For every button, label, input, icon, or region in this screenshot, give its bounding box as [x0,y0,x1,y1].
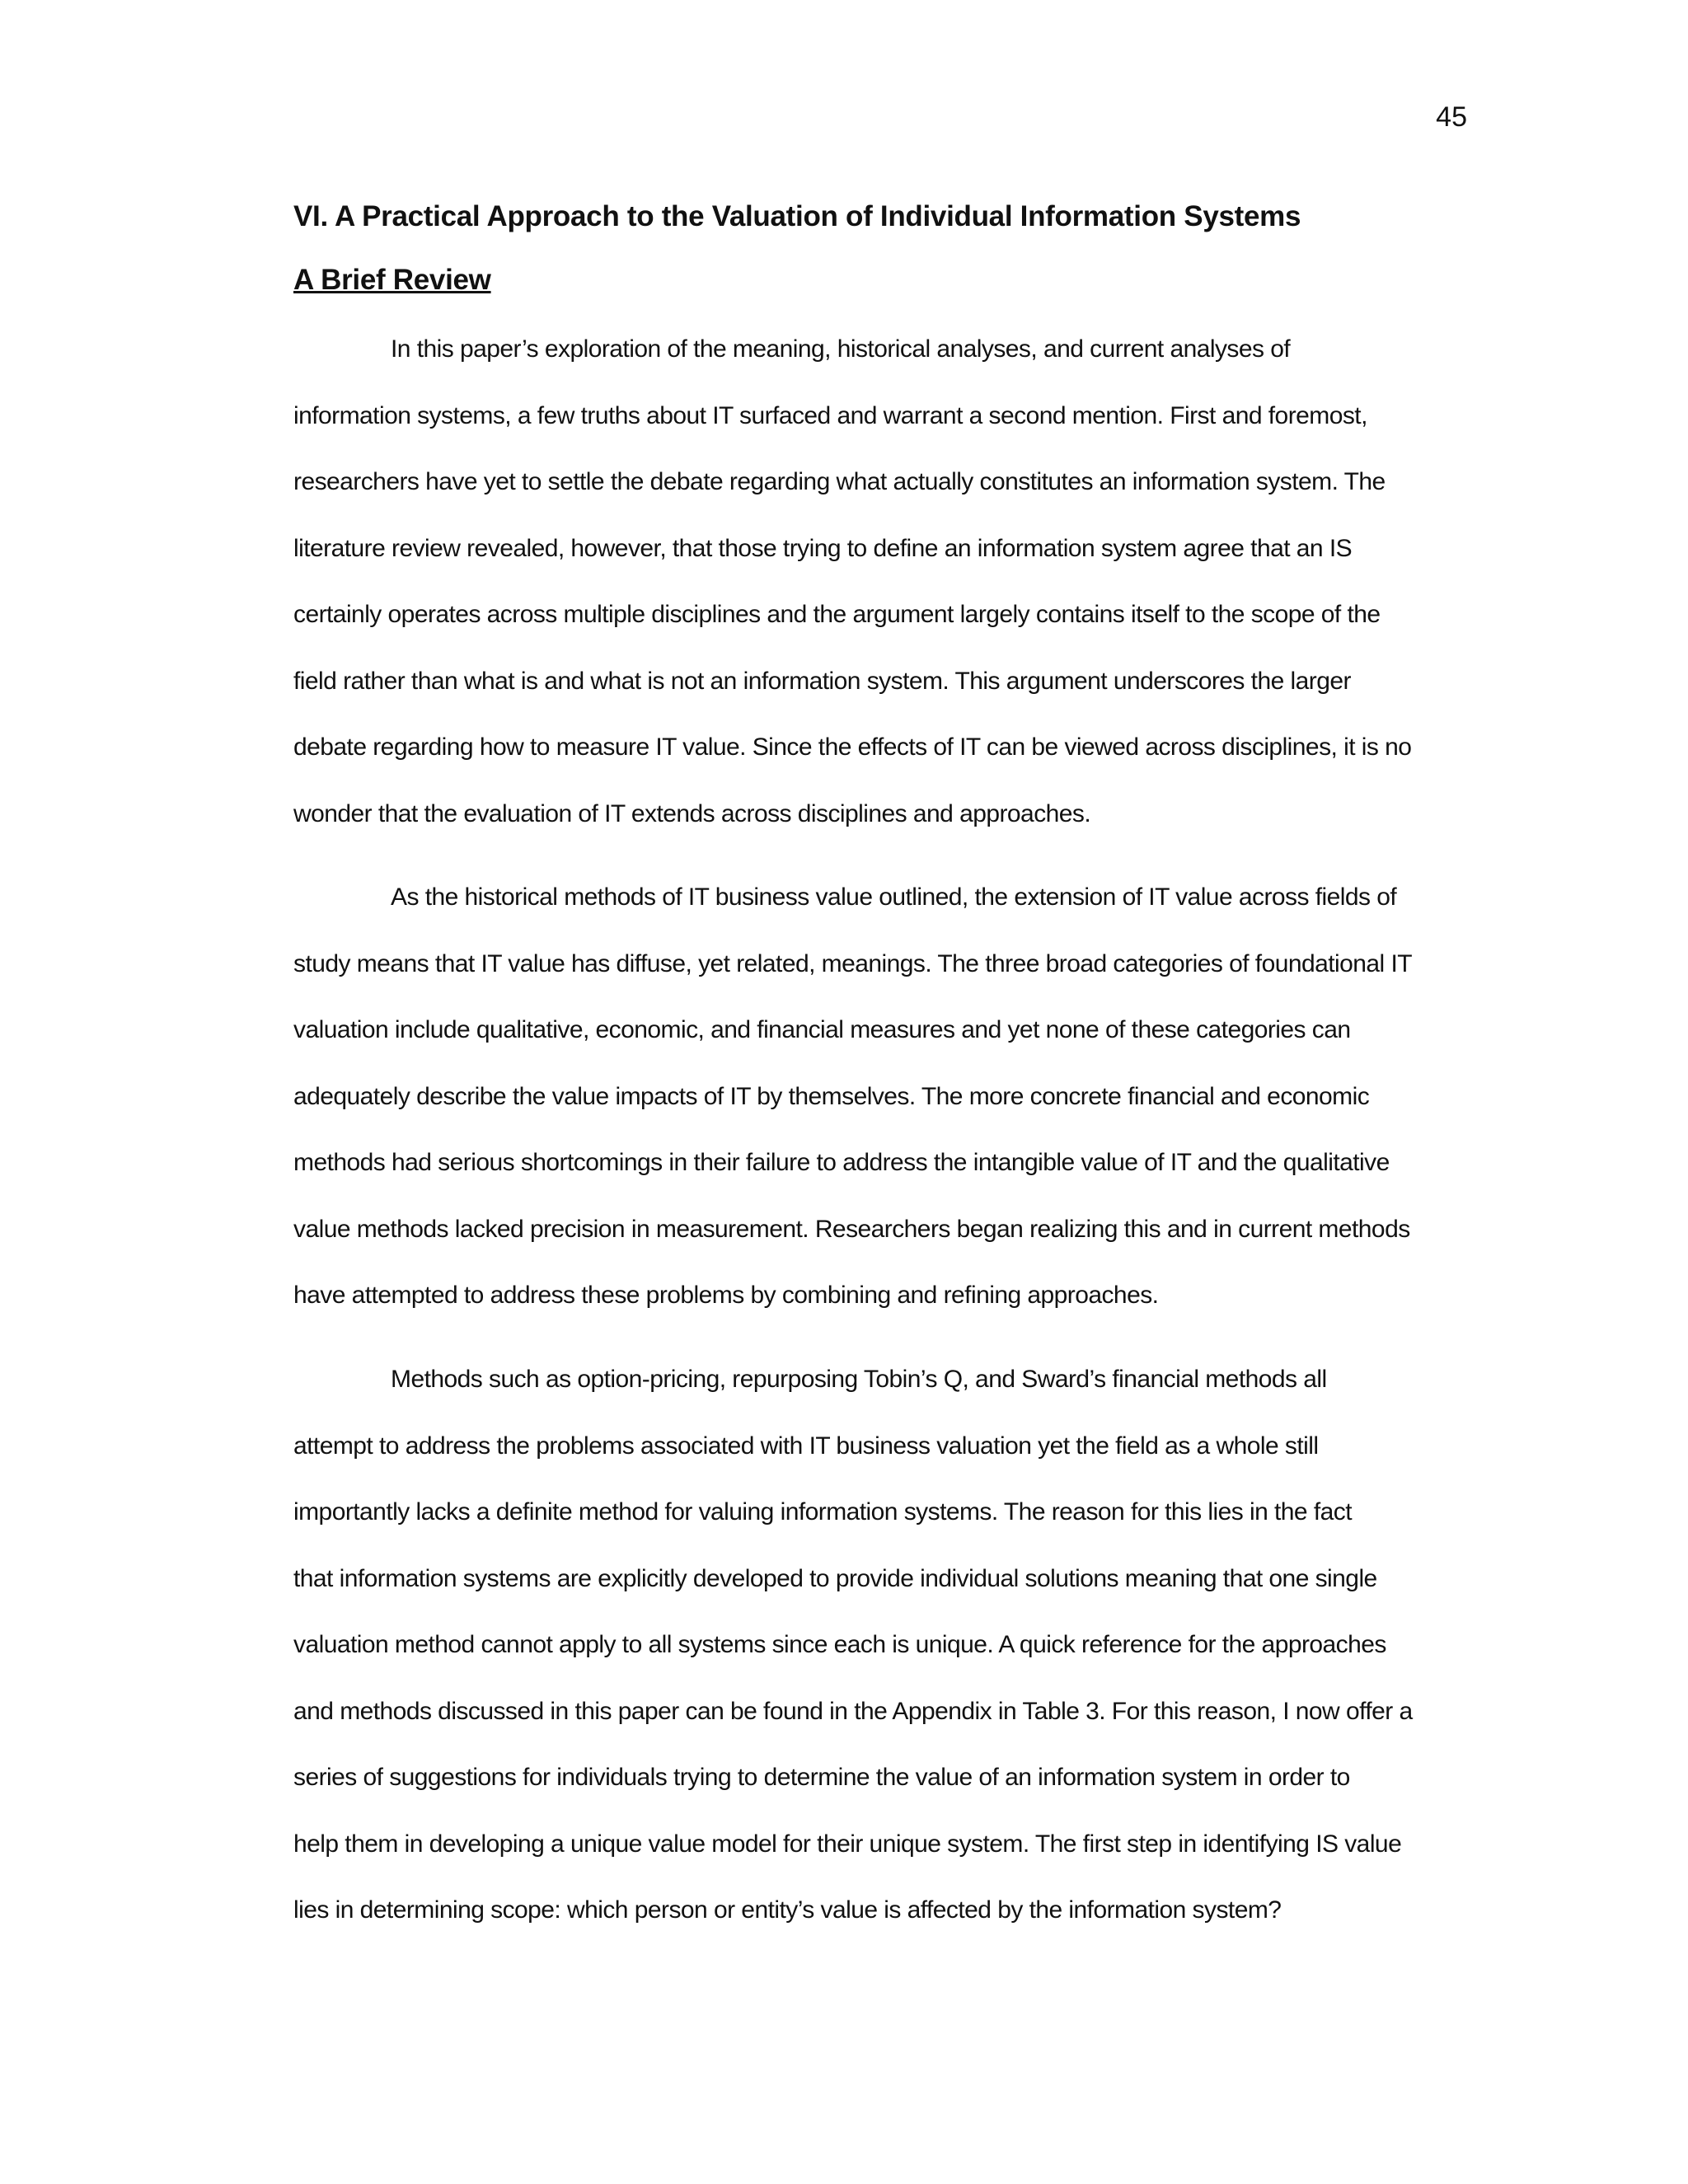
paragraph-line: adequately describe the value impacts of IT by themselves. The more concrete financial and economic [293,1082,1370,1110]
paragraph-line: field rather than what is and what is not an information system. This argument underscores the larger [293,667,1351,695]
paragraph-line: study means that IT value has diffuse, yet related, meanings. The three broad categories of foundational IT [293,949,1413,977]
paragraph-line: and methods discussed in this paper can be found in the Appendix in Table 3. For this reason, I now offer a [293,1697,1413,1725]
paragraph-line: help them in developing a unique value model for their unique system. The first step in identifying IS value [293,1830,1402,1858]
section-heading: A Brief Review [293,264,491,296]
paragraph-line: valuation include qualitative, economic, and financial measures and yet none of these categories can [293,1016,1351,1043]
paragraph-line: researchers have yet to settle the debate regarding what actually constitutes an information system. The [293,468,1386,495]
paragraph-line: have attempted to address these problems by combining and refining approaches. [293,1282,1159,1309]
paragraph-line: importantly lacks a definite method for valuing information systems. The reason for this lies in the fact [293,1498,1352,1526]
paragraph-line: valuation method cannot apply to all systems since each is unique. A quick reference for the approaches [293,1631,1386,1658]
paragraph-line: that information systems are explicitly developed to provide individual solutions meaning that one single [293,1564,1377,1592]
paragraph-line: Methods such as option-pricing, repurposing Tobin’s Q, and Sward’s financial methods all [391,1366,1327,1393]
paragraph-line: methods had serious shortcomings in their failure to address the intangible value of IT and the qualitative [293,1149,1390,1176]
paragraph-line: attempt to address the problems associated with IT business valuation yet the field as a whole still [293,1432,1319,1460]
paragraph-line: value methods lacked precision in measurement. Researchers began realizing this and in current methods [293,1215,1410,1243]
paragraph-line: debate regarding how to measure IT value. Since the effects of IT can be viewed across disciplines, it is no [293,733,1412,761]
paragraph-line: literature review revealed, however, that those trying to define an information system agree that an IS [293,534,1353,562]
paragraph-3 [293,1347,1413,1944]
paragraph-2 [293,865,1412,1329]
paragraph-line: certainly operates across multiple disciplines and the argument largely contains itself to the scope of the [293,601,1381,628]
paragraph-line: series of suggestions for individuals trying to determine the value of an information system in order to [293,1764,1350,1791]
paragraph-line: In this paper’s exploration of the meaning, historical analyses, and current analyses of [391,335,1291,363]
paragraph-line: information systems, a few truths about IT surfaced and warrant a second mention. First and foremost, [293,401,1367,429]
chapter-title: VI. A Practical Approach to the Valuation of Individual Information Systems [293,200,1301,232]
paragraph-1 [293,316,1411,847]
paragraph-line: As the historical methods of IT business value outlined, the extension of IT value across fields of [391,883,1397,911]
paragraph-line: wonder that the evaluation of IT extends across disciplines and approaches. [293,799,1091,827]
paragraph-line: lies in determining scope: which person or entity’s value is affected by the information system? [293,1896,1282,1924]
page-number: 45 [1436,101,1467,133]
